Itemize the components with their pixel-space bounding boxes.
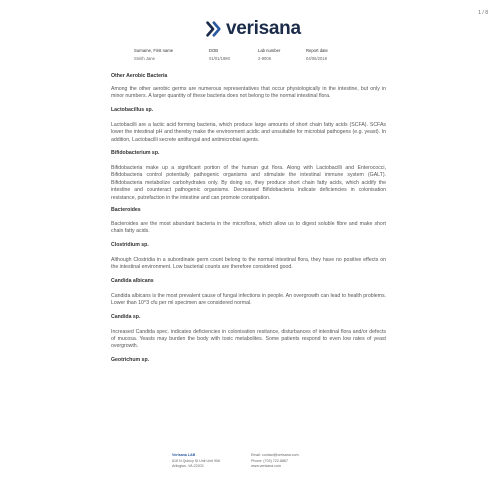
section-title: Geotrichum sp. bbox=[111, 356, 150, 363]
section-title: Lactobacillus sp. bbox=[111, 106, 154, 113]
section-text: Bifidobacteria make up a significant portion of the human gut flora. Along with Lactobacilli and Enterococci, Bifidobacteria control potentially pathogenic organisms and stimulate the intestinal immune system (GALT). Bifidobacteria metabolize carbohydrates only. By doing so, they produce short chain fatty acids, which acidify the intestine and counteract pathogenic organisms. Decreased Bifidobacteria indicate deficiencies in colonisation resistance, putrefaction in the intestine and can promote constipation. bbox=[111, 165, 386, 201]
footer-address bbox=[172, 453, 220, 470]
section-title: Clostridium sp. bbox=[111, 241, 149, 248]
patient-name-col bbox=[134, 48, 173, 61]
footer-address-line: Arlington, VA 22203 bbox=[172, 464, 204, 468]
section-title: Bacteroides bbox=[111, 207, 141, 214]
report-date-label: Report date bbox=[306, 48, 328, 53]
lab-number-col bbox=[258, 48, 280, 61]
verisana-logo bbox=[204, 18, 309, 40]
section-title: Candida sp. bbox=[111, 313, 141, 320]
section-text: Bacteroides are the most abundant bacteria in the microflora, which allow us to digest soluble fibre and make short chain fatty acids. bbox=[111, 221, 386, 235]
report-date-value: 04/06/2018 bbox=[306, 56, 327, 61]
report-date-col bbox=[306, 48, 328, 61]
footer-contact bbox=[251, 453, 299, 470]
dob-value: 01/01/1980 bbox=[209, 56, 230, 61]
patient-name-value: Smith Jane bbox=[134, 56, 155, 61]
verisana-logo-icon bbox=[204, 20, 222, 38]
section-title: Bifidobacterium sp. bbox=[111, 150, 160, 157]
patient-info bbox=[0, 48, 500, 68]
footer-phone: Phone: (703) 722-8867 bbox=[251, 458, 288, 463]
section-text: Although Clostridia in a subordinate germ count belong to the normal intestinal flora, they have no positive effects on the intestinal environment. Low bacterial counts are therefore considered good. bbox=[111, 256, 386, 271]
logo-text: verisana bbox=[226, 18, 301, 39]
section-text: Increased Candida spec. indicates deficiencies in colonisation resitance, disturbances of intestinal flora and/or defects of mucosa. Yeasts may burden the body with toxic metabolites. Some patients respond to even low rates of yeast overgrowth. bbox=[111, 328, 386, 350]
footer-website: www.verisana.com bbox=[251, 464, 281, 468]
report-content bbox=[111, 72, 386, 365]
lab-number-value: 2-9006 bbox=[258, 56, 272, 61]
footer-address-line: 818 N Quincy St Unit Unit 906 bbox=[172, 458, 220, 463]
section-title: Other Aerobic Bacteria bbox=[111, 73, 168, 79]
footer-email: Email: contact@verisana.com bbox=[251, 453, 299, 457]
patient-name-label: Surname, First name bbox=[134, 48, 174, 53]
dob-label: DOB bbox=[209, 48, 219, 53]
lab-number-label: Lab number bbox=[258, 48, 281, 53]
section-text: Among the other aerobic germs are numerous representatives that occur physiologically in the intestine, but only in minor numbers. A larger quantity of these bacteria does not belong to the normal intestinal flora. bbox=[111, 86, 386, 100]
section-text: Lactobacilli are a lactic acid forming bacteria, which produce large amounts of short chain fatty acids (SCFA). SCFAs lower the intestinal pH and thereby make the environment acidic and unsuitable for microbial pathogens (e.g. yeast). In addition, Lactobacilli secrete antifungal and antimicrobial agents. bbox=[111, 121, 386, 143]
page-number: 1 / 8 bbox=[478, 10, 488, 16]
dob-col bbox=[209, 48, 230, 61]
footer-company: Verisana LAB bbox=[172, 453, 196, 457]
section-title: Candida albicans bbox=[111, 277, 154, 284]
section-text: Candida albicans is the most prevalent cause of fungal infections in people. An overgrowth can lead to health problems. Lower than 10^3 cfu per ml specimen are considered normal. bbox=[111, 292, 386, 307]
